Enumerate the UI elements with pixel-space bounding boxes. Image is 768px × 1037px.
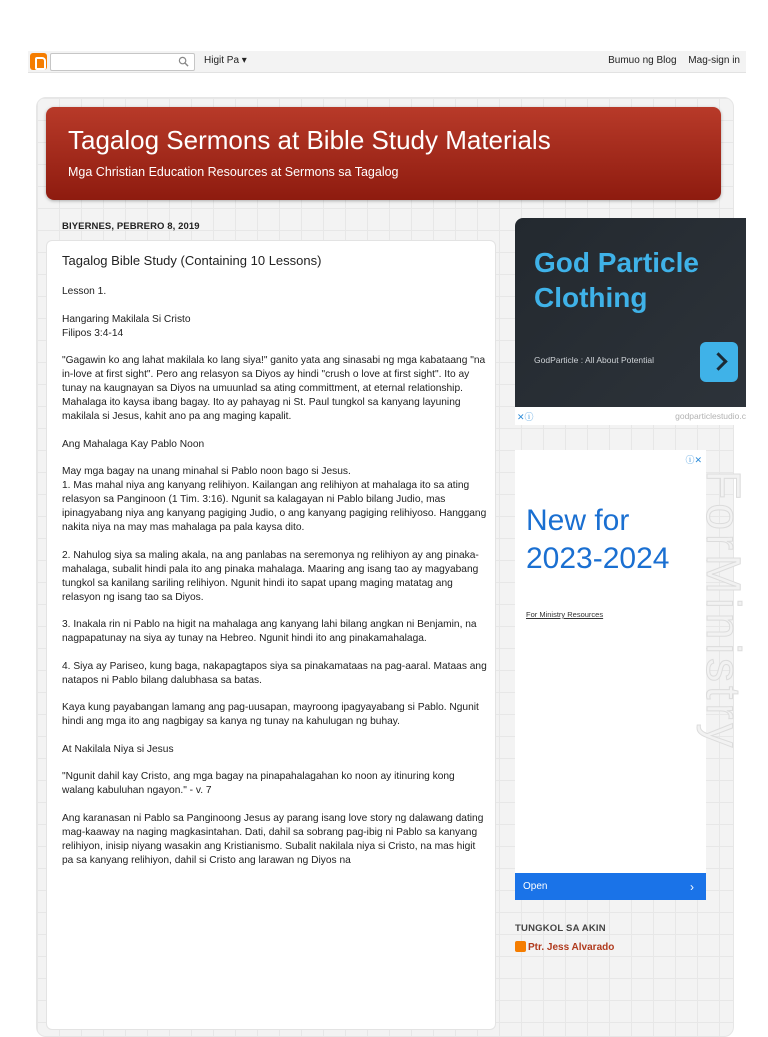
post-paragraph: Hangaring Makilala Si Cristo Filipos 3:4-14 (62, 313, 191, 339)
ad2-open-button[interactable] (515, 873, 706, 900)
navbar-search-input[interactable] (50, 53, 195, 71)
ad-for-ministry[interactable] (515, 450, 749, 873)
navbar-right-links (599, 55, 740, 66)
author-link[interactable] (515, 941, 614, 953)
adchoices-icon[interactable]: ⓘ✕ (685, 455, 702, 465)
post-paragraph: "Gagawin ko ang lahat makilala ko lang siya!" ganito yata ang sinasabi ng mga kabataang "na in-love at first sight". Pero ang relasyon sa Diyos ay hindi "crush o love at first sight". Ito ay tunay na kaugnayan sa Diyos na umuunlad sa ating committment, at eternal relationship. Mahalaga ito kaysa ibang bagay. Ito ay pahayag ni St. Paul tungkol sa kanyang layuning makilala si Jesus, kahit ano pa ang maging kapalit. (62, 355, 486, 422)
post-body (62, 285, 487, 881)
about-section-title: TUNGKOL SA AKIN (515, 923, 606, 934)
post-paragraph: At Nakilala Niya si Jesus (62, 743, 174, 755)
ad1-arrow-button[interactable] (700, 342, 738, 382)
ad1-domain[interactable]: godparticlestudio.c (675, 411, 746, 421)
post-paragraph: 3. Inakala rin ni Pablo na higit na mahalaga ang kanyang lahi bilang angkan ni Benjamin, na nagpapatunay na siya ay tunay na Hebreo. Ngunit hindi ito ang pinakamahalaga. (62, 619, 477, 644)
ad2-watermark-logo: ForMinistry (696, 470, 749, 752)
chevron-right-icon: › (690, 880, 694, 894)
post-paragraph: 2. Nahulog siya sa maling akala, na ang panlabas na seremonya ng relihiyon ay ang pinaka-mahalaga, subalit hindi pala ito ang pinaka mahalaga. Maaring ang isang tao ay magyabang tungkol sa kanilang sariling relihiyon. Ngunit hindi ito sapat upang maging matatag ang relasyon ng isang tao sa Diyos. (62, 549, 479, 603)
search-icon[interactable] (178, 56, 189, 67)
post (46, 240, 496, 1030)
post-paragraph: "Ngunit dahil kay Cristo, ang mga bagay na pinapahalagahan ko noon ay itinuring kong walang kabuluhan ngayon." - v. 7 (62, 771, 455, 796)
ad1-headline[interactable]: God Particle Clothing (534, 247, 699, 313)
date-header: BIYERNES, PEBRERO 8, 2019 (62, 221, 200, 232)
post-paragraph: Ang Mahalaga Kay Pablo Noon (62, 438, 205, 450)
ad1-footer (515, 407, 746, 425)
navbar-more-menu[interactable]: Higit Pa ▾ (204, 55, 247, 66)
ad2-headline[interactable]: New for 2023-2024 (526, 504, 670, 575)
post-title[interactable]: Tagalog Bible Study (Containing 10 Lessons) (62, 253, 322, 268)
blogger-profile-icon (515, 941, 526, 952)
post-paragraph: 4. Siya ay Pariseo, kung baga, nakapagtapos siya sa pinakamataas na pag-aaral. Mataas ang natapos ni Pablo bilang dalubhasa sa batas. (62, 660, 487, 686)
blog-description: Mga Christian Education Resources at Sermons sa Tagalog (68, 165, 399, 179)
post-paragraph: Ang karanasan ni Pablo sa Panginoong Jesus ay parang isang love story ng dalawang dating mag-kaaway na naging magkasintahan. Dati, dahil sa sobrang pag-ibig ni Pablo sa kanyang relihiyon, inisip niyang wasakin ang Kristianismo. Subalit nakilala niya si Cristo, na mas higit pa sa kanyang relihiyon, dahil si Cristo ang larawan ng Diyos na (62, 812, 484, 866)
ad-god-particle[interactable] (515, 218, 746, 407)
ad2-open-label: Open (523, 881, 548, 892)
blog-title[interactable]: Tagalog Sermons at Bible Study Materials (68, 125, 551, 155)
blog-header (46, 107, 721, 200)
create-blog-link[interactable]: Bumuo ng Blog (608, 55, 677, 66)
blogger-navbar (28, 51, 746, 73)
post-paragraph: May mga bagay na unang minahal si Pablo noon bago si Jesus. 1. Mas mahal niya ang kanyang relihiyon. Kailangan ang relihiyon at mahalaga ito sa ating relasyon sa Panginoon (1 Tim. 3:16). Ngunit sa kalagayan ni Pablo bilang Judio, mas ipinagyabang niya ang kanyang pagiging Judio, o ang kanyang pagiging relihiyoso. Hanggang nakita niya na may mas mahalaga pa pala kaysa dito. (62, 466, 487, 533)
adchoices-icon[interactable]: ✕ⓘ (517, 412, 534, 422)
author-name[interactable]: Ptr. Jess Alvarado (528, 942, 615, 953)
post-paragraph: Kaya kung payabangan lamang ang pag-uusapan, mayroong ipagyayabang si Pablo. Ngunit hindi ang mga ito ang nagbigay sa kanya ng tunay na kahulugan ng buhay. (62, 702, 479, 727)
post-paragraph: Lesson 1. (62, 286, 107, 297)
ad1-tagline: GodParticle : All About Potential (534, 355, 655, 365)
sign-in-link[interactable]: Mag-sign in (688, 55, 740, 66)
ad2-advertiser-link[interactable]: For Ministry Resources (526, 610, 604, 619)
blogger-logo-icon[interactable] (30, 53, 47, 70)
